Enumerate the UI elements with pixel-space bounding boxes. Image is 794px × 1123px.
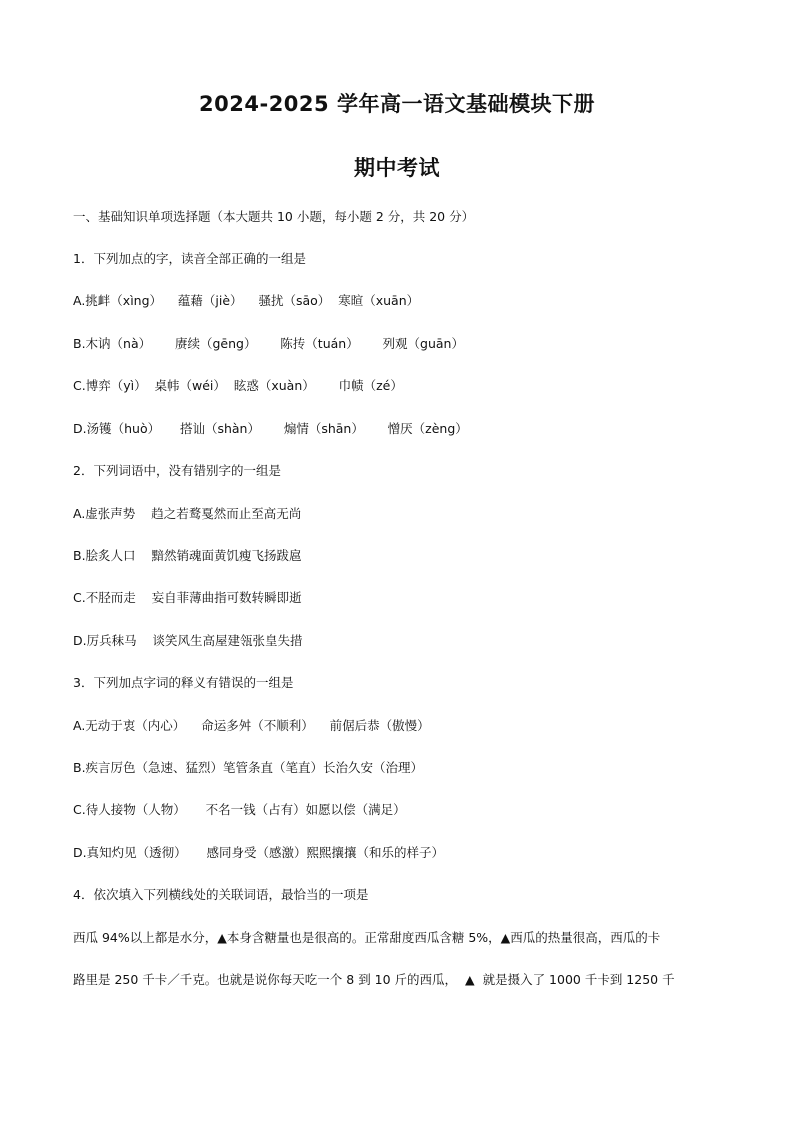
question-4-passage-line1: 西瓜 94%以上都是水分，▲本身含糖量也是很高的。正常甜度西瓜含糖 5%，▲西瓜的热量很高，西瓜的卡 xyxy=(73,930,661,945)
question-3-option-c: C.待人接物（人物） 不名一钱（占有）如愿以偿（满足） xyxy=(73,802,406,817)
question-3-option-a: A.无动于衷（内心） 命运多舛（不顺利） 前倨后恭（傲慢） xyxy=(73,718,430,733)
question-3-option-d: D.真知灼见（透彻） 感同身受（感激）熙熙攘攘（和乐的样子） xyxy=(73,845,444,860)
question-1-option-a: A.挑衅（xìng） 蕴藉（jiè） 骚扰（sāo） 寒暄（xuān） xyxy=(73,293,420,308)
question-1-option-d: D.汤镬（huò） 搭讪（shàn） 煽情（shān） 憎厌（zèng） xyxy=(73,421,468,436)
question-1-option-c: C.博弈（yì） 桌帏（wéi） 眩惑（xuàn） 巾帻（zé） xyxy=(73,378,403,393)
question-4-passage-line2: 路里是 250 千卡／千克。也就是说你每天吃一个 8 到 10 斤的西瓜， ▲ 就是摄入了 1000 千卡到 1250 千 xyxy=(73,972,675,987)
question-3-option-b: B.疾言厉色（急速、猛烈）笔管条直（笔直）长治久安（治理） xyxy=(73,760,424,775)
question-1-option-b: B.木讷（nà） 赓续（gēng） 陈抟（tuán） 列观（guān） xyxy=(73,336,464,351)
question-2-option-a: A.虚张声势 趋之若鹜戛然而止至高无尚 xyxy=(73,506,302,521)
exam-title-line1: 2024-2025 学年高一语文基础模块下册 xyxy=(199,92,595,116)
question-2-stem: 2．下列词语中，没有错别字的一组是 xyxy=(73,463,281,478)
question-3-stem: 3．下列加点字词的释义有错误的一组是 xyxy=(73,675,294,690)
question-2-option-b: B.脍炙人口 黯然销魂面黄饥瘦飞扬跋扈 xyxy=(73,548,302,563)
section-heading: 一、基础知识单项选择题（本大题共 10 小题，每小题 2 分，共 20 分） xyxy=(73,209,475,224)
question-4-stem: 4．依次填入下列横线处的关联词语，最恰当的一项是 xyxy=(73,887,369,902)
question-2-option-c: C.不胫而走 妄自菲薄曲指可数转瞬即逝 xyxy=(73,590,302,605)
question-1-stem: 1．下列加点的字，读音全部正确的一组是 xyxy=(73,251,306,266)
question-2-option-d: D.厉兵秣马 谈笑风生高屋建瓴张皇失措 xyxy=(73,633,303,648)
exam-title-line2: 期中考试 xyxy=(354,156,440,180)
